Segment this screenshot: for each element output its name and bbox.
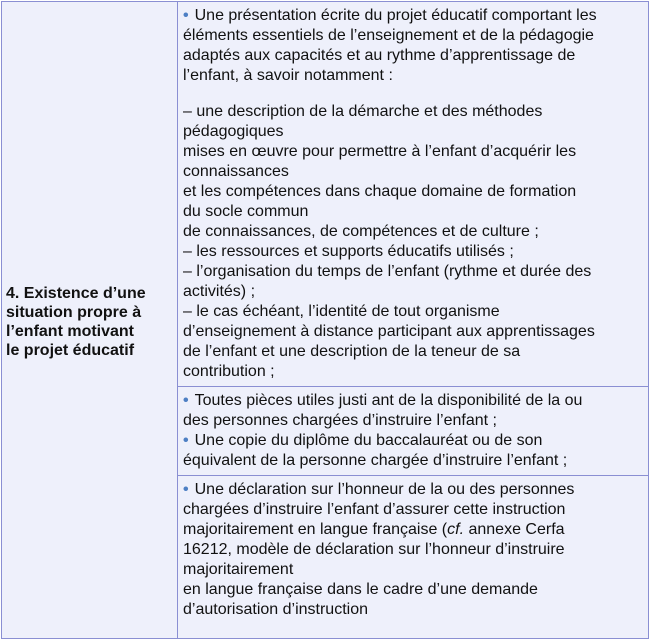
line-text: Une déclaration sur l’honneur de la ou des personnes [194,481,575,498]
block-line: – une description de la démarche et des méthodes [183,103,543,120]
block-line [183,391,642,411]
block-line [183,431,642,451]
block-line: adaptés aux capacités et au rythme d’apprentissage de [183,47,576,64]
educational-project-block [178,2,648,386]
block-line [183,520,642,540]
block-line: majoritairement [183,561,294,578]
criterion-title [6,284,146,360]
bullet-icon: • [183,392,189,409]
criterion-cell [2,2,178,638]
block-line: – les ressources et supports éducatifs utilisés ; [183,243,514,260]
block-line: d’enseignement à distance participant aux apprentissages [183,323,595,340]
block-line: chargées d’instruire l’enfant d’assurer cette instruction [183,501,566,518]
block-line: de l’enfant et une description de la teneur de sa [183,343,521,360]
block-line: des personnes chargées d’instruire l’enfant ; [183,412,497,429]
block-line: équivalent de la personne chargée d’instruire l’enfant ; [183,452,568,469]
block-line: d’autorisation d’instruction [183,601,368,618]
criterion-title-line: 4. Existence d’une [6,285,146,302]
line-text: Une copie du diplôme du baccalauréat ou de son [194,432,543,449]
requirements-table [1,1,649,639]
line-text: Toutes pièces utiles justi ant de la disponibilité de la ou [194,392,583,409]
line-text: majoritairement en langue française ( [183,521,448,538]
block-line: activités) ; [183,283,256,300]
block-line [183,6,642,26]
block-line: contribution ; [183,363,275,380]
supporting-documents-block [178,386,648,475]
criterion-title-line: le projet éducatif [6,342,135,359]
block-line: l’enfant, à savoir notamment : [183,67,393,84]
block-line: 16212, modèle de déclaration sur l’honneur d’instruire [183,541,565,558]
italic-text: cf. [447,521,465,538]
block-line: mises en œuvre pour permettre à l’enfant d’acquérir les [183,143,577,160]
line-text: annexe Cerfa [464,521,565,538]
block-line: – l’organisation du temps de l’enfant (rythme et durée des [183,263,592,280]
bullet-icon: • [183,432,189,449]
block-line [183,480,642,500]
block-line: de connaissances, de compétences et de culture ; [183,223,539,240]
bullet-icon: • [183,7,189,24]
block-line: du socle commun [183,203,309,220]
line-text: Une présentation écrite du projet éducatif comportant les [194,7,597,24]
criterion-title-line: situation propre à [6,304,142,321]
block-line: en langue française dans le cadre d’une demande [183,581,538,598]
criterion-title-line: l’enfant motivant [6,323,135,340]
paragraph-gap [183,86,642,102]
block-line: éléments essentiels de l’enseignement et de la pédagogie [183,27,594,44]
documents-cell [178,2,648,638]
block-line: et les compétences dans chaque domaine de formation [183,183,577,200]
block-line: – le cas échéant, l’identité de tout organisme [183,303,500,320]
bullet-icon: • [183,481,189,498]
honor-declaration-block [178,475,648,624]
block-line: connaissances [183,163,289,180]
block-line: pédagogiques [183,123,284,140]
